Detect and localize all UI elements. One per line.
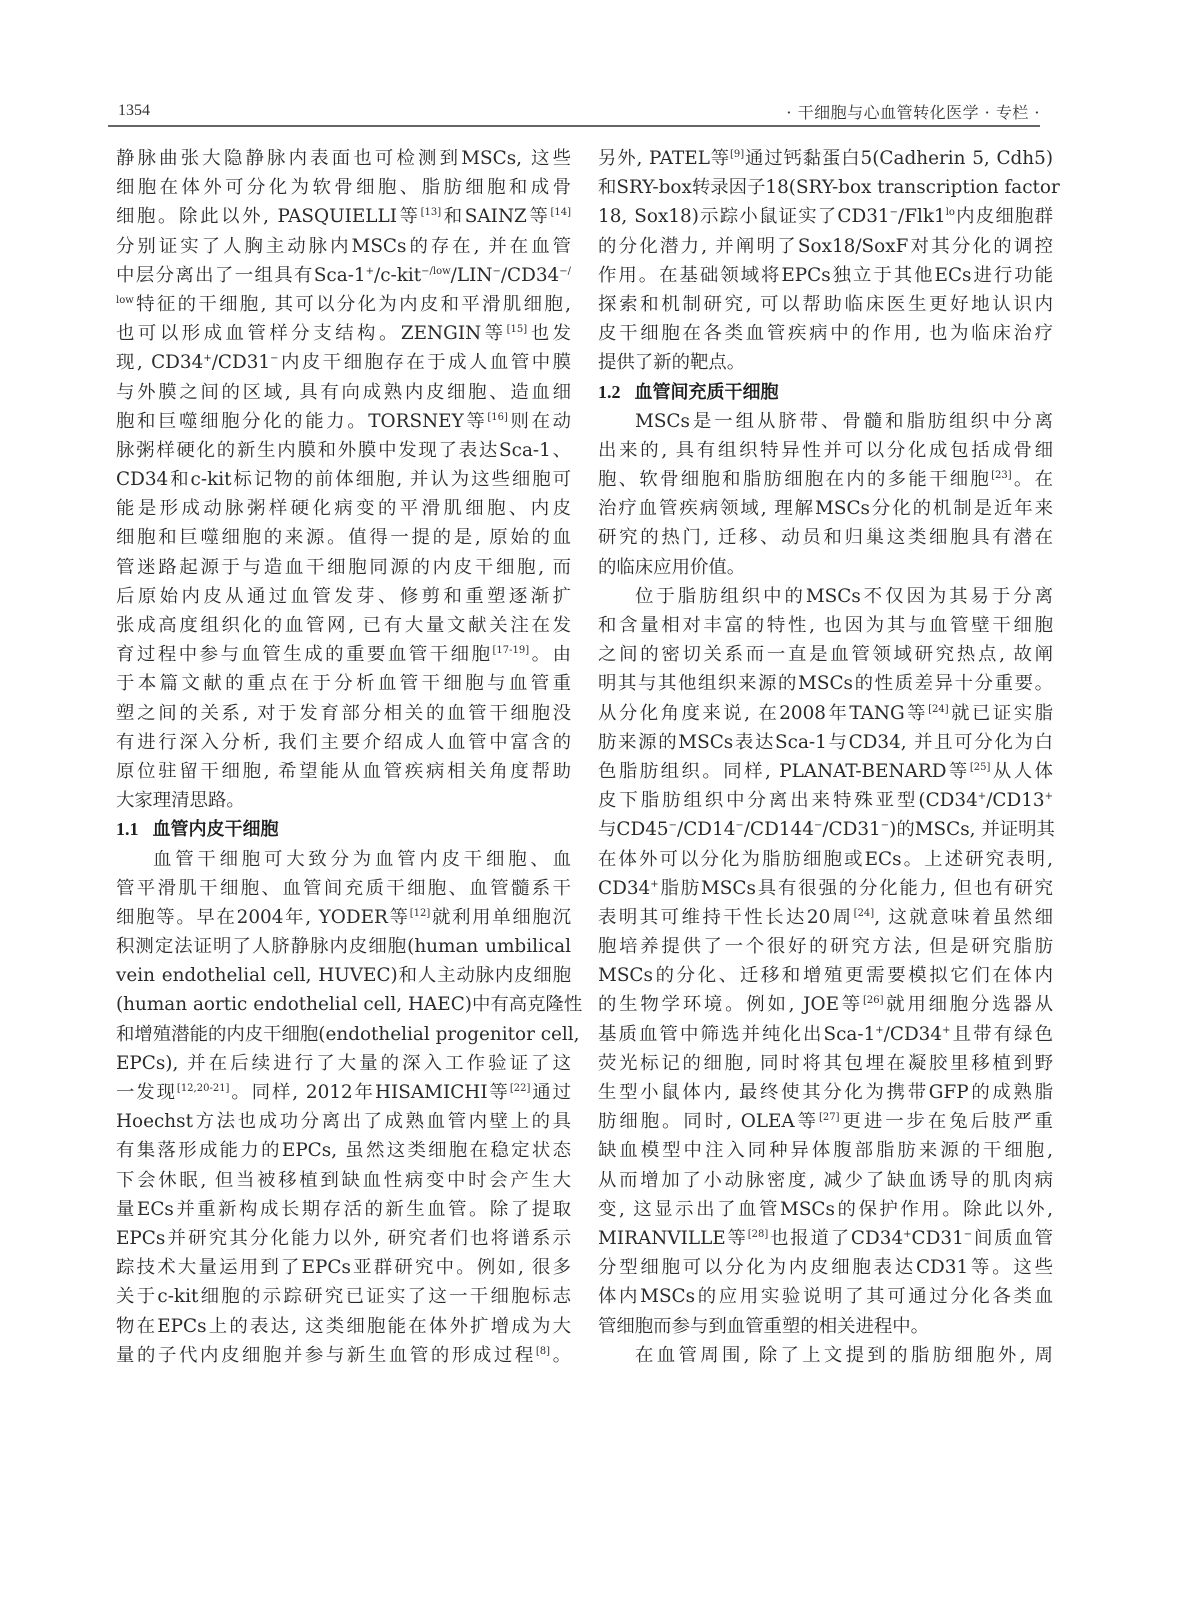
text-line: 治疗血管疾病领域, 理解MSCs分化的机制是近年来 — [598, 498, 1053, 520]
text-line: MSCs的分化、迁移和增殖更需要模拟它们在体内 — [598, 965, 1053, 987]
text-line: 物在EPCs上的表达, 这类细胞能在体外扩增成为大 — [116, 1315, 571, 1337]
text-line: 细胞等。早在2004年, YODER等[12]就利用单细胞沉 — [116, 906, 571, 928]
text-line: 原位驻留干细胞, 希望能从血管疾病相关角度帮助 — [116, 760, 571, 782]
text-line: 也可以形成血管样分支结构。ZENGIN等[15]也发 — [116, 323, 571, 345]
superscript: [17-19] — [492, 645, 530, 657]
superscript: −/low — [421, 265, 451, 277]
text-line: 研究的热门, 迁移、动员和归巢这类细胞具有潜在 — [598, 527, 1053, 549]
text-line: 皮干细胞在各类血管疾病中的作用, 也为临床治疗 — [598, 323, 1053, 345]
header-rule — [108, 125, 1040, 127]
text-line: 之间的密切关系而一直是血管领域研究热点, 故阐 — [598, 644, 1053, 666]
text-line: 管平滑肌干细胞、血管间充质干细胞、血管髓系干 — [116, 877, 571, 899]
superscript: [13] — [420, 207, 442, 219]
superscript: [15] — [506, 324, 528, 336]
text-line: 关于c-kit细胞的示踪研究已证实了这一干细胞标志 — [116, 1286, 571, 1308]
text-line: 管迷路起源于与造血干细胞同源的内皮干细胞, 而 — [116, 556, 571, 578]
text-line: 张成高度组织化的血管网, 已有大量文献关注在发 — [116, 615, 571, 636]
running-title: · 干细胞与心血管转化医学 · 专栏 · — [786, 103, 1040, 122]
superscript: + — [977, 791, 987, 803]
text-line: 从分化角度来说, 在2008年TANG等[24]就已证实脂 — [598, 702, 1053, 724]
text-line: 18, Sox18)示踪小鼠证实了$CD31^-/Flk1^{lo}$内皮细胞群 — [598, 206, 1053, 228]
text-line: 一发现[12,20-21]。同样, 2012年HISAMICHI等[22]通过 — [116, 1082, 571, 1103]
superscript: − — [270, 353, 279, 365]
text-line: 细胞和巨噬细胞的来源。值得一提的是, 原始的血 — [116, 527, 571, 549]
superscript: lo — [945, 207, 955, 219]
text-line: 大家理清思路。 — [116, 790, 245, 812]
superscript: [28] — [747, 1228, 769, 1240]
section-number: 1.2 — [598, 381, 621, 402]
text-line: 能是形成动脉粥样硬化病变的平滑肌细胞、内皮 — [116, 498, 571, 520]
superscript: − — [735, 820, 744, 832]
superscript: [26] — [862, 995, 884, 1007]
superscript: + — [942, 1024, 951, 1036]
superscript: [25] — [969, 761, 991, 773]
section-heading — [116, 815, 571, 844]
text-line: Hoechst方法也成功分离出了成熟血管内壁上的具 — [116, 1111, 571, 1133]
superscript: [24] — [853, 907, 875, 919]
section-title: 血管间充质干细胞 — [634, 381, 779, 403]
text-line: 现, CD34+/CD31−内皮干细胞存在于成人血管中膜 — [116, 352, 571, 374]
superscript: [22] — [509, 1083, 531, 1094]
text-line: CD34+脂肪MSCs具有很强的分化能力, 但也有研究 — [598, 877, 1053, 899]
superscript: + — [203, 353, 212, 365]
text-line: 积测定法证明了人脐静脉内皮细胞(human umbilical — [116, 936, 571, 958]
superscript: [8] — [535, 1345, 550, 1357]
text-line: 生型小鼠体内, 最终使其分化为携带GFP的成熟脂 — [598, 1082, 1053, 1103]
text-line: 于本篇文献的重点在于分析血管干细胞与血管重 — [116, 673, 571, 695]
text-line: 量ECs并重新构成长期存活的新生血管。除了提取 — [116, 1198, 571, 1220]
superscript: low — [116, 294, 134, 306]
right-column — [598, 144, 1060, 1370]
superscript: − — [668, 820, 677, 832]
text-line: 从而增加了小动脉密度, 减少了缺血诱导的肌肉病 — [598, 1169, 1053, 1191]
superscript: + — [1044, 791, 1053, 803]
superscript: [16] — [487, 411, 508, 423]
superscript: [27] — [819, 1112, 840, 1124]
text-line: 胞和巨噬细胞分化的能力。TORSNEY等[16]则在动 — [116, 410, 571, 432]
text-line: MSCs是一组从脐带、骨髓和脂肪组织中分离 — [635, 410, 1053, 432]
text-line: 另外, PATEL等[9]通过钙黏蛋白5(Cadherin 5, Cdh5) — [598, 148, 1054, 169]
text-line: 分别证实了人胸主动脉内MSCs的存在, 并在血管 — [116, 235, 571, 257]
text-line: 探索和机制研究, 可以帮助临床医生更好地认识内 — [598, 293, 1053, 315]
superscript: + — [365, 265, 374, 277]
text-line: 作用。在基础领域将EPCs独立于其他ECs进行功能 — [598, 264, 1053, 286]
text-line: 在体外可以分化为脂肪细胞或ECs。上述研究表明, — [598, 848, 1053, 870]
superscript: − — [880, 820, 890, 832]
left-column — [116, 144, 583, 1370]
text-line: 位于脂肪组织中的MSCs不仅因为其易于分离 — [635, 585, 1053, 607]
text-line: 和增殖潜能的内皮干细胞(endothelial progenitor cell, — [116, 1023, 580, 1045]
text-line: 体内MSCs的应用实验说明了其可通过分化各类血 — [598, 1286, 1053, 1308]
superscript: [12] — [409, 907, 431, 919]
section-title: 血管内皮干细胞 — [152, 819, 279, 841]
page-header — [118, 96, 1040, 126]
text-line: 育过程中参与血管生成的重要血管干细胞[17-19]。由 — [116, 644, 571, 666]
superscript: + — [903, 1228, 912, 1240]
text-line: 和SRY-box转录因子18(SRY-box transcription factor — [598, 177, 1060, 199]
text-line: 血管干细胞可大致分为血管内皮干细胞、血 — [153, 848, 571, 870]
text-line: 下会休眠, 但当被移植到缺血性病变中时会产生大 — [116, 1169, 571, 1191]
text-line: 的生物学环境。例如, JOE等[26]就用细胞分选器从 — [598, 994, 1053, 1016]
text-line: 和含量相对丰富的特性, 也因为其与血管壁干细胞 — [598, 615, 1053, 636]
text-line: 胞、软骨细胞和脂肪细胞在内的多能干细胞[23]。在 — [598, 469, 1053, 491]
superscript: + — [650, 878, 659, 890]
section-number: 1.1 — [116, 819, 139, 840]
text-line: EPCs并研究其分化能力以外, 研究者们也将谱系示 — [116, 1227, 571, 1249]
text-line: 有进行深入分析, 我们主要介绍成人血管中富含的 — [116, 731, 571, 753]
text-line: 踪技术大量运用到了EPCs亚群研究中。例如, 很多 — [116, 1257, 571, 1279]
text-line: 中层分离出了一组具有Sca-1+/c-kit$^{-/low}$/LIN−/CD34−/ — [116, 264, 571, 286]
superscript: − — [963, 1228, 973, 1240]
superscript: [14] — [550, 207, 571, 219]
text-line: 有集落形成能力的EPCs, 虽然这类细胞在稳定状态 — [116, 1140, 571, 1162]
text-line: 胞培养提供了一个很好的研究方法, 但是研究脂肪 — [598, 936, 1053, 958]
text-line: 变, 这显示出了血管MSCs的保护作用。除此以外, — [598, 1198, 1053, 1220]
text-line: 量的子代内皮细胞并参与新生血管的形成过程[8]。 — [116, 1344, 571, 1366]
section-heading — [598, 378, 1053, 407]
text-line: MIRANVILLE等[28]也报道了CD34+CD31−间质血管 — [598, 1227, 1053, 1249]
superscript: −/ — [559, 265, 571, 277]
text-line: 表明其可维持干性长达20周[24], 这就意味着虽然细 — [598, 906, 1053, 928]
text-line: 管细胞而参与到血管重塑的相关进程中。 — [598, 1315, 930, 1337]
text-line: 皮下脂肪组织中分离出来特殊亚型(CD34+/CD13+ — [598, 790, 1053, 812]
text-line: 后原始内皮从通过血管发芽、修剪和重塑逐渐扩 — [116, 585, 571, 607]
text-line: 细胞在体外可分化为软骨细胞、脂肪细胞和成骨 — [116, 177, 571, 199]
superscript: [24] — [928, 703, 949, 715]
text-line: 在血管周围, 除了上文提到的脂肪细胞外, 周 — [635, 1344, 1053, 1366]
text-line: 与CD45−/CD14−/CD144−/CD31−)的MSCs, 并证明其 — [598, 819, 1055, 841]
text-line: 肪来源的MSCs表达Sca-1与CD34, 并且可分化为白 — [598, 731, 1053, 753]
text-line: 肪细胞。同时, OLEA等[27]更进一步在兔后肢严重 — [598, 1111, 1053, 1133]
text-line: 荧光标记的细胞, 同时将其包埋在凝胶里移植到野 — [598, 1052, 1053, 1074]
text-line: 分型细胞可以分化为内皮细胞表达CD31等。这些 — [598, 1257, 1053, 1279]
text-line: 脉粥样硬化的新生内膜和外膜中发现了表达Sca-1、 — [116, 439, 571, 461]
text-line: CD34和c-kit标记物的前体细胞, 并认为这些细胞可 — [116, 469, 571, 491]
text-line: 与外膜之间的区域, 具有向成熟内皮细胞、造血细 — [116, 381, 571, 403]
text-line: 基质血管中筛选并纯化出Sca-1+/CD34+且带有绿色 — [598, 1023, 1053, 1045]
text-line: 提供了新的靶点。 — [598, 352, 746, 374]
superscript: [9] — [730, 149, 745, 160]
text-line: EPCs), 并在后续进行了大量的深入工作验证了这 — [116, 1052, 571, 1074]
superscript: [23] — [991, 470, 1012, 482]
text-line: 的临床应用价值。 — [598, 556, 746, 578]
superscript: + — [875, 1024, 884, 1036]
text-line: 细胞。除此以外, PASQUIELLI等[13]和SAINZ等[14] — [116, 206, 571, 228]
text-line: 的分化潜力, 并阐明了Sox18/SoxF对其分化的调控 — [598, 235, 1053, 257]
text-line: 静脉曲张大隐静脉内表面也可检测到MSCs, 这些 — [116, 148, 571, 169]
text-line: 明其与其他组织来源的MSCs的性质差异十分重要。 — [598, 673, 1053, 695]
text-line: 缺血模型中注入同种异体腹部脂肪来源的干细胞, — [598, 1140, 1053, 1162]
text-line: (human aortic endothelial cell, HAEC)中有高克隆性 — [116, 994, 583, 1016]
text-line: 色脂肪组织。同样, PLANAT-BENARD等[25]从人体 — [598, 760, 1053, 782]
page-number: 1354 — [118, 102, 150, 119]
text-line: $^{low}$特征的干细胞, 其可以分化为内皮和平滑肌细胞, — [116, 293, 571, 315]
text-line: vein endothelial cell, HUVEC)和人主动脉内皮细胞 — [116, 965, 571, 987]
superscript: [12,20-21] — [176, 1083, 230, 1094]
superscript: − — [492, 265, 501, 277]
text-line: 塑之间的关系, 对于发育部分相关的血管干细胞没 — [116, 702, 571, 724]
superscript: − — [889, 207, 899, 219]
superscript: − — [813, 820, 823, 832]
text-line: 出来的, 具有组织特异性并可以分化成包括成骨细 — [598, 439, 1053, 461]
